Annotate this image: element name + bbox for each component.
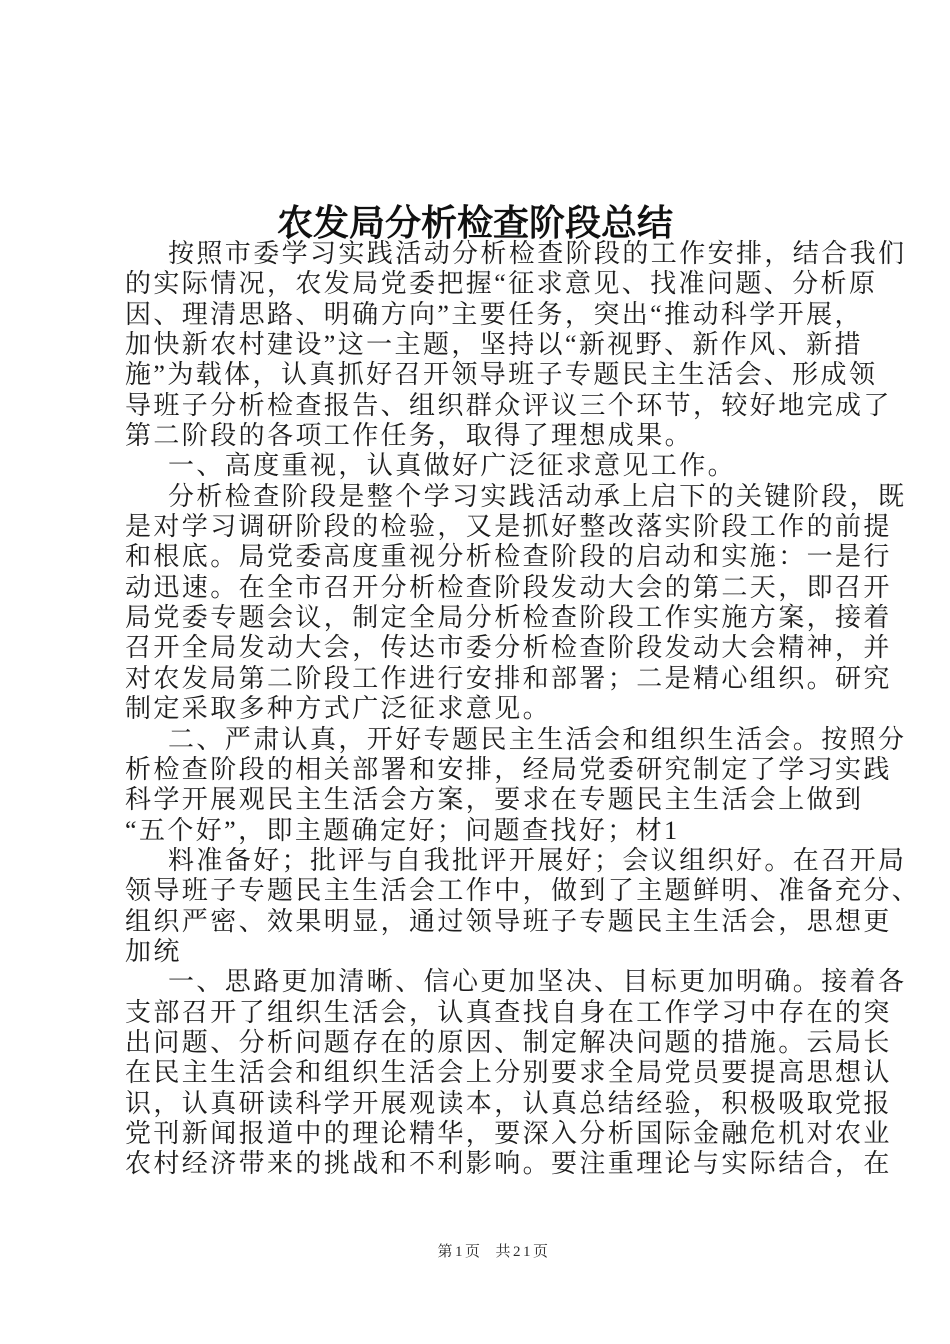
text-line: 分析检查阶段是整个学习实践活动承上启下的关键阶段，既 (168, 481, 907, 511)
paragraph (125, 967, 907, 1179)
text-line: 析检查阶段的相关部署和安排，经局党委研究制定了学习实践 (125, 754, 892, 784)
text-line: 第二阶段的各项工作任务，取得了理想成果。 (125, 421, 694, 451)
text-line: 加快新农村建设”这一主题，坚持以“新视野、新作风、新措 (125, 330, 863, 360)
text-line: 施”为载体，认真抓好召开领导班子专题民主生活会、形成领 (125, 360, 878, 390)
text-line: 出问题、分析问题存在的原因、制定解决问题的措施。云局长 (125, 1027, 892, 1057)
text-line: 导班子分析检查报告、组织群众评议三个环节，较好地完成了 (125, 390, 892, 420)
paragraph (125, 239, 907, 451)
text-line: 一、思路更加清晰、信心更加坚决、目标更加明确。接着各 (168, 967, 907, 997)
text-line: 识，认真研读科学开展观读本，认真总结经验，积极吸取党报 (125, 1088, 892, 1118)
text-line: 的实际情况，农发局党委把握“征求意见、找准问题、分析原 (125, 269, 878, 299)
document-title: 农发局分析检查阶段总结 (276, 203, 673, 244)
paragraph (125, 845, 921, 967)
current-page-label: 第1页 (437, 1244, 483, 1260)
paragraph (125, 724, 907, 846)
text-line: 在民主生活会和组织生活会上分别要求全局党员要提高思想认 (125, 1058, 892, 1088)
document-body (125, 239, 921, 1180)
paragraph (125, 481, 907, 725)
text-line: 一、高度重视，认真做好广泛征求意见工作。 (168, 451, 737, 481)
text-line: 料准备好；批评与自我批评开展好；会议组织好。在召开局 (168, 845, 907, 875)
paragraph (125, 451, 892, 481)
text-line: 农村经济带来的挑战和不利影响。要注重理论与实际结合，在 (125, 1149, 892, 1179)
total-pages-label: 共21页 (495, 1244, 551, 1260)
text-line: 组织严密、效果明显，通过领导班子专题民主生活会，思想更 (125, 906, 892, 936)
text-line: 和根底。局党委高度重视分析检查阶段的启动和实施：一是行 (125, 542, 892, 572)
text-line: 因、理清思路、明确方向”主要任务，突出“推动科学开展， (125, 299, 863, 329)
text-line: 支部召开了组织生活会，认真查找自身在工作学习中存在的突 (125, 997, 892, 1027)
footer-text (437, 1244, 550, 1260)
text-line: 制定采取多种方式广泛征求意见。 (125, 694, 552, 724)
text-line: 按照市委学习实践活动分析检查阶段的工作安排，结合我们 (168, 239, 907, 268)
text-line: 科学开展观民主生活会方案，要求在专题民主生活会上做到 (125, 785, 864, 815)
text-line: “五个好”，即主题确定好；问题查找好；材1 (125, 815, 680, 845)
text-line: 加统 (125, 936, 182, 966)
text-line: 是对学习调研阶段的检验，又是抓好整改落实阶段工作的前提 (125, 512, 892, 542)
page-footer (0, 1241, 950, 1263)
text-line: 局党委专题会议，制定全局分析检查阶段工作实施方案，接着 (125, 603, 892, 633)
text-line: 召开全局发动大会，传达市委分析检查阶段发动大会精神，并 (125, 633, 892, 663)
text-line: 动迅速。在全市召开分析检查阶段发动大会的第二天，即召开 (125, 572, 892, 602)
text-line: 领导班子专题民主生活会工作中，做到了主题鲜明、准备充分、 (125, 876, 921, 906)
text-line: 二、严肃认真，开好专题民主生活会和组织生活会。按照分 (168, 724, 907, 754)
text-line: 对农发局第二阶段工作进行安排和部署；二是精心组织。研究 (125, 663, 892, 693)
text-line: 党刊新闻报道中的理论精华，要深入分析国际金融危机对农业 (125, 1118, 892, 1148)
